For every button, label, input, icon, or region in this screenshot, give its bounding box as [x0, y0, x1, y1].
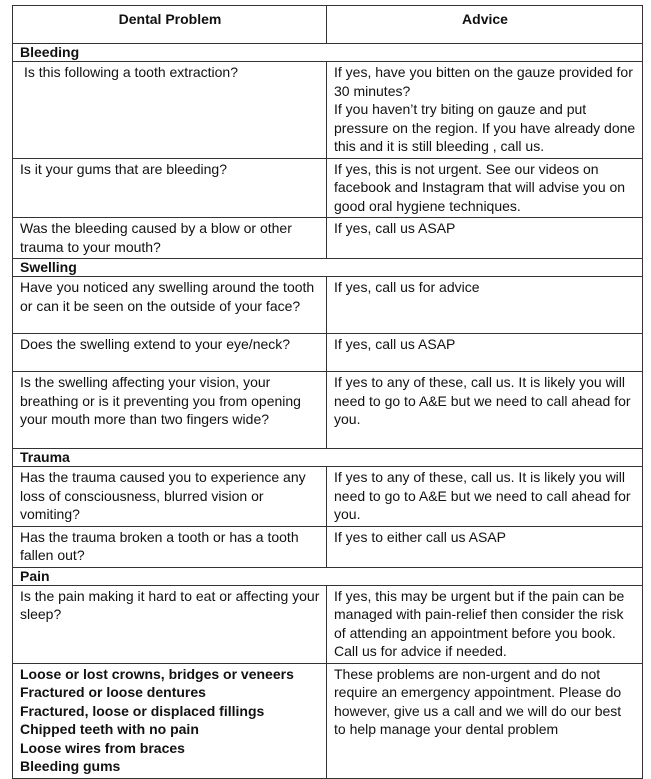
advice-line: If you haven’t try biting on gauze and put pressure on the region. If you have already done this and it is still bleeding , call us.: [334, 101, 636, 154]
list-item: Chipped teeth with no pain: [20, 721, 199, 737]
header-row: [13, 6, 643, 44]
advice-cell: If yes to any of these, call us. It is likely you will need to go to A&E but we need to call ahead for you.: [327, 467, 643, 527]
table-row: [13, 467, 643, 527]
section-title-bleeding: Bleeding: [13, 44, 643, 62]
problem-cell: Have you noticed any swelling around the tooth or can it be seen on the outside of your face?: [13, 277, 327, 334]
section-title-pain: Pain: [13, 567, 643, 585]
problem-cell: Is this following a tooth extraction?: [13, 62, 327, 159]
header-advice: Advice: [327, 6, 643, 44]
advice-cell: If yes, call us ASAP: [327, 218, 643, 259]
advice-cell: If yes to either call us ASAP: [327, 526, 643, 567]
problem-cell: Is the swelling affecting your vision, your breathing or is it preventing you from opening your mouth more than two fingers wide?: [13, 372, 327, 449]
problem-cell: Is it your gums that are bleeding?: [13, 158, 327, 218]
table-row: [13, 585, 643, 663]
advice-cell: If yes, this is not urgent. See our videos on facebook and Instagram that will advise you on good oral hygiene techniques.: [327, 158, 643, 218]
problem-cell: Is the pain making it hard to eat or affecting your sleep?: [13, 585, 327, 663]
section-row-bleeding: [13, 44, 643, 62]
advice-line: If yes, have you bitten on the gauze provided for 30 minutes?: [334, 64, 633, 99]
advice-cell: [327, 62, 643, 159]
advice-cell: If yes, this may be urgent but if the pain can be managed with pain-relief then consider the risk of attending an appointment before you book. Call us for advice if needed.: [327, 585, 643, 663]
problem-cell: Has the trauma caused you to experience any loss of consciousness, blurred vision or vomiting?: [13, 467, 327, 527]
section-row-pain: [13, 567, 643, 585]
table-row: [13, 526, 643, 567]
problem-cell: Was the bleeding caused by a blow or other trauma to your mouth?: [13, 218, 327, 259]
advice-cell: If yes to any of these, call us. It is likely you will need to go to A&E but we need to call ahead for you.: [327, 372, 643, 449]
table-row: [13, 277, 643, 334]
table-row: [13, 62, 643, 159]
section-row-trauma: [13, 449, 643, 467]
list-item: Loose wires from braces: [20, 739, 185, 756]
section-title-trauma: Trauma: [13, 449, 643, 467]
list-item: Loose or lost crowns, bridges or veneers: [20, 665, 294, 682]
table-row: [13, 218, 643, 259]
table-row: [13, 372, 643, 449]
list-item: Bleeding gums: [20, 758, 121, 774]
problem-cell: Does the swelling extend to your eye/neck?: [13, 334, 327, 372]
table-row: [13, 663, 643, 778]
advice-cell: If yes, call us ASAP: [327, 334, 643, 372]
list-item: Fractured, loose or displaced fillings: [20, 702, 265, 719]
list-item: Fractured or loose dentures: [20, 684, 206, 700]
section-row-swelling: [13, 259, 643, 277]
section-title-swelling: Swelling: [13, 259, 643, 277]
table-row: [13, 334, 643, 372]
advice-cell: These problems are non-urgent and do not require an emergency appointment. Please do however, give us a call and we will do our best to help manage your dental problem: [327, 663, 643, 778]
advice-cell: If yes, call us for advice: [327, 277, 643, 334]
header-dental-problem: Dental Problem: [13, 6, 327, 44]
non-urgent-problem-list: [13, 663, 327, 778]
table-row: [13, 158, 643, 218]
problem-cell: Has the trauma broken a tooth or has a tooth fallen out?: [13, 526, 327, 567]
dental-advice-table: [12, 5, 643, 779]
